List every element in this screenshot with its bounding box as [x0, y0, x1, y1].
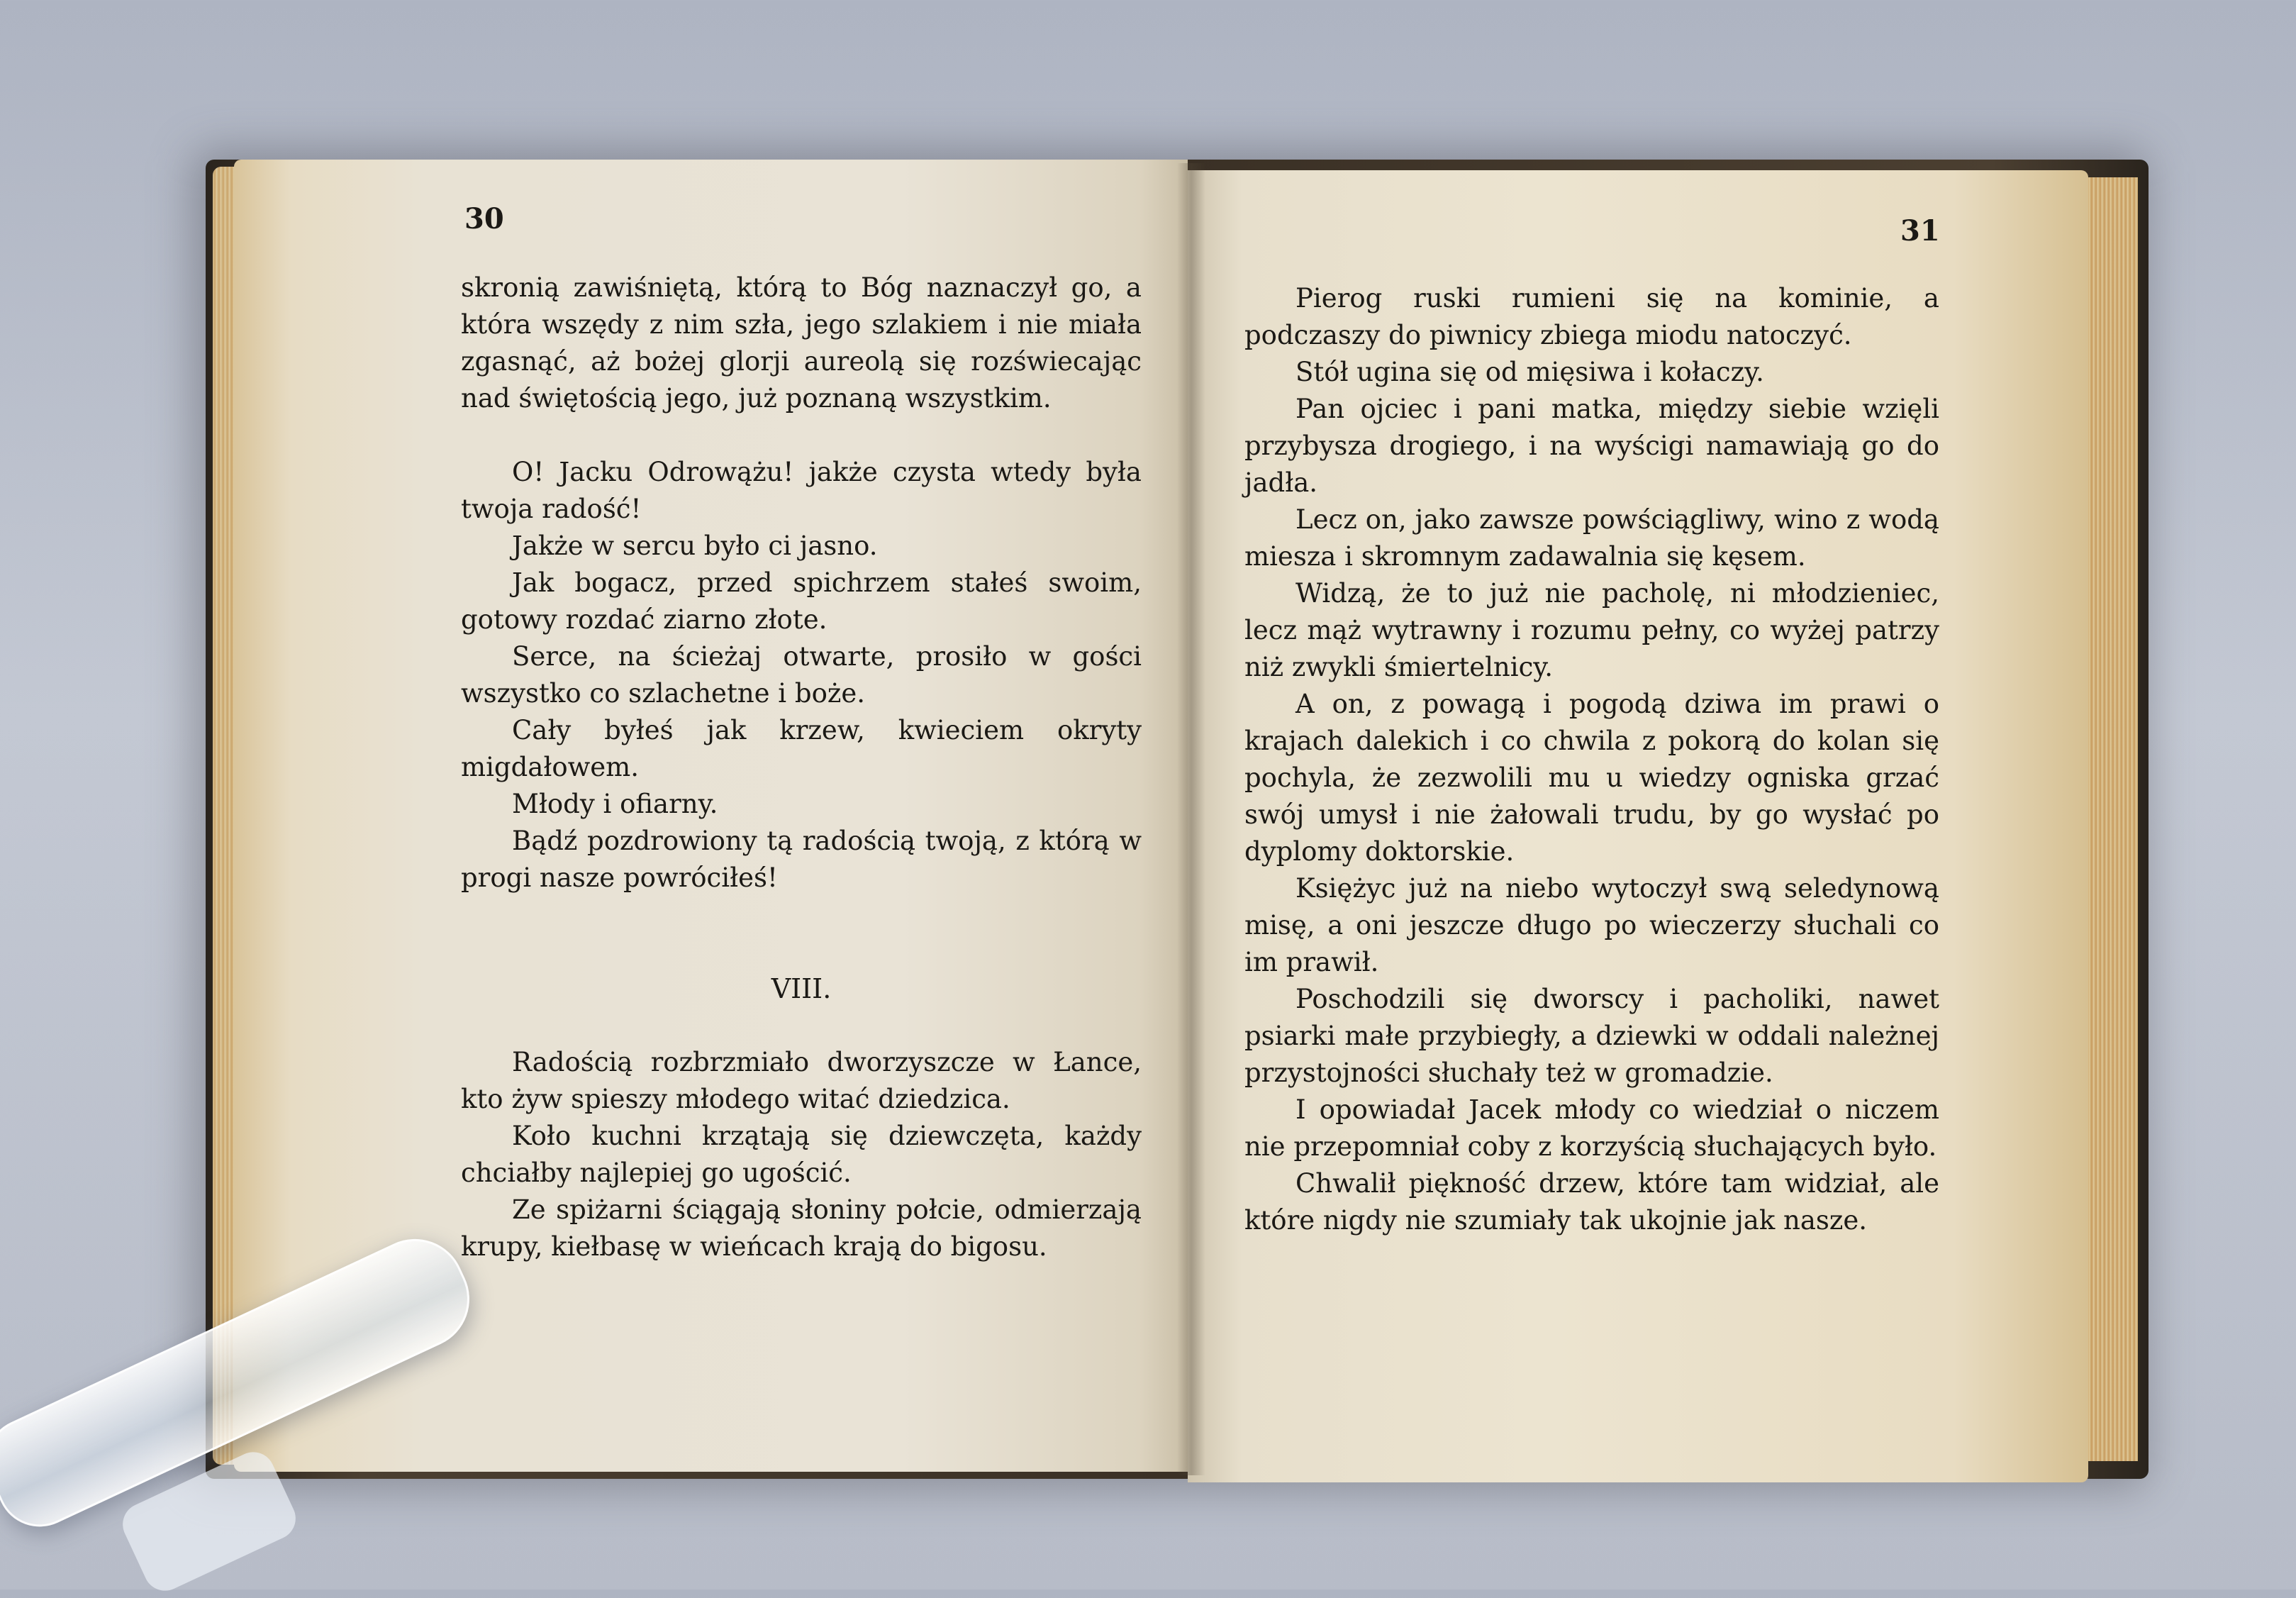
paragraph: Księżyc już na niebo wytoczył swą seledynową misę, a oni jeszcze długo po wieczerzy słuchali co im prawił. [1244, 873, 1939, 977]
paragraph: I opowiadał Jacek młody co wiedział o niczem nie przepomniał coby z korzyścią słuchających było. [1244, 1094, 1939, 1162]
paragraph: A on, z powagą i pogodą dziwa im prawi o krajach dalekich i co chwila z pokorą do kolan się pochyla, że zezwolili mu u wiedzy ogniska grzać swój umysł i nie żałowali trudu, by go wysłać po dyplomy doktorskie. [1244, 689, 1939, 867]
paragraph: O! Jacku Odrowążu! jakże czysta wtedy była twoja radość! [461, 457, 1142, 524]
book-gutter [1177, 163, 1205, 1475]
chapter-heading: VIII. [771, 973, 832, 1004]
paragraph: Młody i ofiarny. [512, 789, 718, 819]
paragraph: Stół ugina się od mięsiwa i kołaczy. [1295, 357, 1764, 387]
paragraph: Jakże w sercu było ci jasno. [512, 531, 878, 561]
paragraph: Koło kuchni krzątają się dziewczęta, każdy chciałby najlepiej go ugościć. [461, 1121, 1142, 1188]
left-page-text [461, 270, 1142, 1265]
paragraph: Pierog ruski rumieni się na kominie, a podczaszy do piwnicy zbiega miodu natoczyć. [1244, 283, 1939, 350]
page-number-left: 30 [464, 202, 504, 235]
paragraph: Widzą, że to już nie pacholę, ni młodzieniec, lecz mąż wytrawny i rozumu pełny, co wyżej patrzy niż zwykli śmiertelnicy. [1244, 578, 1939, 682]
paragraph: Pan ojciec i pani matka, między siebie wzięli przybysza drogiego, i na wyścigi namawiają go do jadła. [1244, 394, 1939, 498]
paragraph: skronią zawiśniętą, którą to Bóg naznaczył go, a która wszędy z nim szła, jego szlakiem i nie miała zgasnąć, aż bożej glorji aureolą się rozświecając nad świętością jego, już poznaną wszystkim. [461, 272, 1142, 414]
right-page [1188, 170, 2088, 1482]
right-page-text [1244, 280, 1939, 1239]
paragraph: Cały byłeś jak krzew, kwieciem okryty migdałowem. [461, 715, 1142, 782]
page-number-right: 31 [1900, 214, 1940, 248]
paragraph: Serce, na ścieżaj otwarte, prosiło w gości wszystko co szlachetne i boże. [461, 641, 1142, 709]
paragraph: Radością rozbrzmiało dworzyszcze w Łance, kto żyw spieszy młodego witać dziedzica. [461, 1047, 1142, 1114]
paragraph: Ze spiżarni ściągają słoniny połcie, odmierzają krupy, kiełbasę w wieńcach krają do bigosu. [461, 1194, 1142, 1262]
paragraph: Chwalił piękność drzew, które tam widział, ale które nigdy nie szumiały tak ukojnie jak nasze. [1244, 1168, 1939, 1236]
paragraph: Bądź pozdrowiony tą radością twoją, z którą w progi nasze powróciłeś! [461, 826, 1142, 893]
paragraph: Jak bogacz, przed spichrzem stałeś swoim, gotowy rozdać ziarno złote. [461, 567, 1142, 635]
paragraph: Poschodzili się dworscy i pacholiki, nawet psiarki małe przybiegły, a dziewki w oddali należnej przystojności słuchały też w gromadzie. [1244, 984, 1939, 1088]
page-edges-right [2081, 177, 2138, 1461]
paragraph: Lecz on, jako zawsze powściągliwy, wino z wodą miesza i skromnym zadawalnia się kęsem. [1244, 504, 1939, 572]
